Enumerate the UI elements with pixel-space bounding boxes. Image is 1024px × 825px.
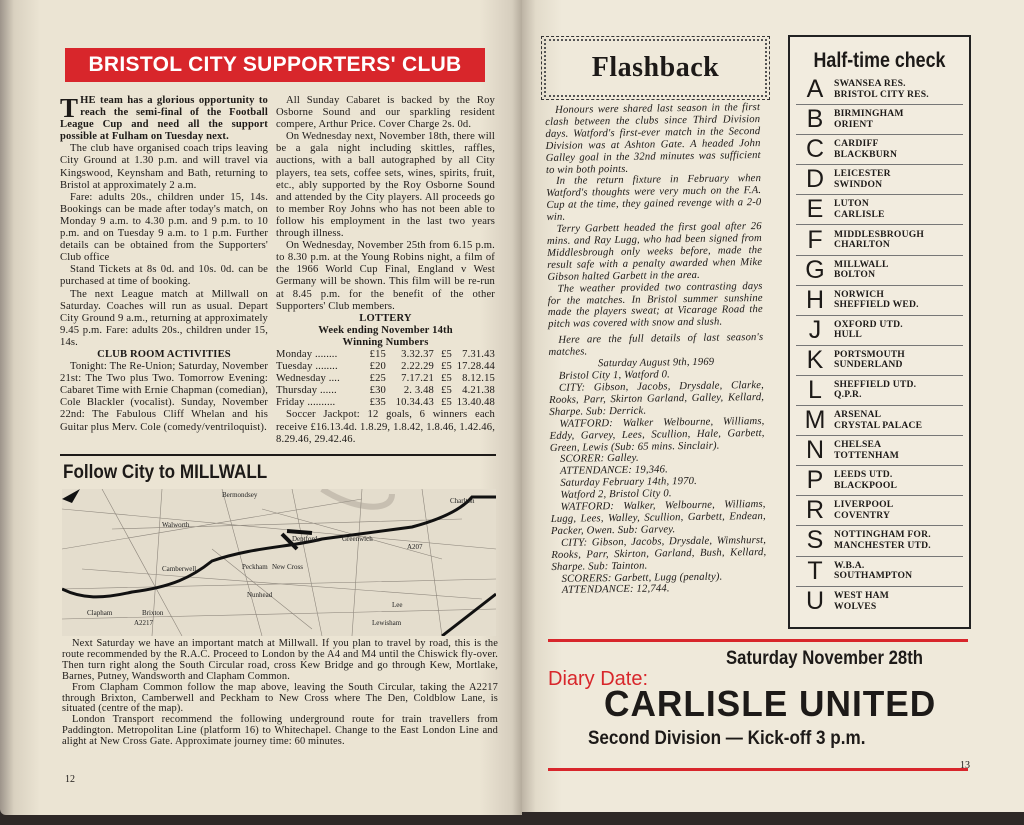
lottery-heading: LOTTERY — [359, 312, 412, 324]
home-team: CARDIFF — [834, 138, 879, 150]
diary-opponent: CARLISLE UNITED — [604, 683, 937, 724]
away-team: SUNDERLAND — [834, 359, 903, 371]
paragraph: Stand Tickets at 8s 0d. and 10s. 0d. can be purchased at time of booking. — [60, 264, 268, 288]
half-time-check — [788, 35, 971, 629]
lottery-cell: Thursday ...... — [276, 385, 337, 397]
fixture — [834, 199, 885, 220]
home-team: PORTSMOUTH — [834, 348, 905, 360]
paragraph: Here are the full details of last season's matches. — [548, 331, 764, 359]
coupon-letter: P — [806, 466, 824, 495]
map-label: Clapham — [87, 609, 113, 617]
lottery-row — [276, 373, 495, 385]
travel-directions — [62, 639, 498, 748]
lottery-cell: £25 — [369, 373, 386, 385]
match-line: CITY: Gibson, Jacobs, Drysdale, Clarke, Rooks, Parr, Skirton Garland, Galley, Kellard, Sharpe. Sub: Derrick. — [549, 379, 765, 418]
home-team: CHELSEA — [834, 439, 882, 451]
lottery-cell: £5 — [441, 373, 452, 385]
home-team: BIRMINGHAM — [834, 108, 904, 120]
lottery-cell: 2. 3.48 — [403, 385, 434, 397]
lottery-cell: Wednesday .... — [276, 373, 340, 385]
coupon-letter: C — [805, 135, 825, 164]
home-team: MIDDLESBROUGH — [834, 228, 925, 240]
half-time-row — [796, 587, 963, 617]
follow-city-title: Follow City to MILLWALL — [63, 462, 268, 483]
supporters-column-2 — [276, 95, 495, 446]
match-line: ATTENDANCE: 12,744. — [561, 582, 670, 597]
paragraph: On Wednesday, November 25th from 6.15 p.m. to 8.30 p.m. at the Young Robins night, a film of the 1966 World Cup Final, England v West Germany will be shown. This film will be re-run at 8.45 p.m. for the benefit of the other Supporters' Club members. — [276, 240, 495, 312]
half-time-title: Half-time check — [813, 49, 946, 72]
paragraph: On Wednesday next, November 18th, there will be a gala night including skittles, raffles, auctions, with a ball autographed by all City players, tea sets, coffee sets, wines, spirits, fruit, etc., ably supported by the Roy Osborne Sound and attended by the City players. All proceeds go to member Roy Johns who has not been able to follow his employment in the last two years through illness. — [276, 131, 495, 240]
fixture — [834, 530, 931, 551]
paragraph: Next Saturday we have an important match at Millwall. If you plan to travel by road, this is the route recommended by the R.A.C. Proceed to London by the A4 and M4 until the Chiswick fly-over. Then turn right along the South Circular road, cross Kew Bridge and go through Kew, Mortlake, Barnes, Putney, Wandsworth and Clapham Common. — [62, 638, 498, 682]
coupon-letter: N — [805, 436, 825, 465]
home-team: LIVERPOOL — [834, 499, 894, 511]
map-label: Bermondsey — [222, 491, 258, 499]
fixture — [834, 410, 922, 431]
lottery-row — [276, 397, 495, 409]
lottery-week: Week ending November 14th — [318, 324, 453, 336]
away-team: CHARLTON — [834, 239, 890, 251]
paragraph: All Sunday Cabaret is backed by the Roy Osborne Sound and our sparkling resident compere, Arthur Price. Cover Charge 2s. 0d. — [276, 95, 495, 131]
home-team: NOTTINGHAM FOR. — [834, 529, 931, 541]
half-time-row — [796, 496, 963, 526]
map-label: A2217 — [134, 619, 154, 627]
fixture — [834, 500, 893, 521]
diary-date-label: Diary Date: — [548, 668, 649, 690]
fixture — [834, 470, 897, 491]
map-label: Walworth — [162, 521, 190, 529]
supporters-column-1 — [60, 95, 268, 434]
lottery-table — [276, 349, 495, 409]
home-team: SWANSEA RES. — [834, 78, 906, 90]
paragraph: The next League match at Millwall on Saturday. Coaches will run as usual. Depart City Ground 9 a.m., returning at approximately 9.45 p.m. Fare: adults 20s., children under 15, 14s. — [60, 288, 268, 348]
match-line: Saturday February 14th, 1970. — [560, 475, 698, 490]
map-label: Lee — [392, 601, 403, 609]
lottery-cell: 10.34.43 — [395, 397, 434, 409]
lottery-cell: £5 — [441, 385, 452, 397]
map-label: New Cross — [272, 563, 303, 571]
map-label: Nunhead — [247, 591, 273, 599]
lottery-cell: 17.28.44 — [456, 361, 495, 373]
home-team: SHEFFIELD UTD. — [834, 378, 917, 390]
fixture — [834, 320, 903, 341]
map-label: Deptford — [292, 535, 318, 543]
map-label: Peckham — [242, 563, 268, 571]
away-team: COVENTRY — [834, 509, 891, 521]
diary-fixture-date: Saturday November 28th — [726, 648, 923, 669]
fixture — [834, 591, 889, 612]
paragraph: Fare: adults 20s., children under 15, 14s. Bookings can be made after today's match, on Monday 9 a.m. to 4.30 p.m. and 9 p.m. to 10 p.m. and on Tuesday 9 a.m. to 1 p.m. Further details can be obtained from the Supporters' Club office — [60, 191, 268, 264]
red-rule — [548, 639, 968, 642]
coupon-letter: A — [806, 75, 824, 104]
away-team: CRYSTAL PALACE — [834, 419, 923, 431]
intro-text: HE team has a glorious opportunity to reach the semi-final of the Football League Cup and need all the support possible at Fulham on Tuesday next. — [60, 95, 268, 143]
away-team: MANCHESTER UTD. — [834, 539, 931, 551]
coupon-letter: G — [805, 255, 825, 284]
lottery-cell: 7.17.21 — [401, 373, 434, 385]
lottery-cell: Monday ........ — [276, 348, 338, 360]
map-label: A207 — [407, 543, 423, 551]
map-label: Brixton — [142, 609, 164, 617]
fixture — [834, 139, 897, 160]
half-time-row — [796, 225, 963, 255]
coupon-letter: M — [804, 406, 826, 435]
fixture — [834, 380, 916, 401]
jackpot-paragraph: Soccer Jackpot: 12 goals, 6 winners each receive £16.13.4d. 1.8.29, 1.8.42, 1.8.46, 1.42.46, 8.29.46, 29.42.46. — [276, 409, 495, 445]
match-date: Saturday August 9th, 1969 — [597, 356, 715, 370]
half-time-row — [796, 557, 963, 587]
half-time-row — [796, 526, 963, 556]
lottery-cell: 13.40.48 — [456, 397, 495, 409]
half-time-row — [796, 286, 963, 316]
match-line: Bristol City 1, Watford 0. — [558, 368, 671, 382]
away-team: BOLTON — [834, 269, 876, 281]
drop-cap: T — [60, 93, 79, 123]
match-line: SCORER: Galley. — [559, 452, 639, 466]
lottery-cell: Tuesday ........ — [276, 361, 338, 373]
away-team: SHEFFIELD WED. — [834, 299, 919, 311]
match-line: SCORERS: Garbett, Lugg (penalty). — [561, 570, 723, 585]
map-label: Camberwell — [162, 565, 197, 573]
paragraph: Honours were shared last season in the first clash between the clubs since Third Division days. Watford's first-ever match in the Second Division was at Ashton Gate. A headed John Galley goal in the 32nd minutes was sufficient to win both points. — [545, 100, 761, 176]
match-line: WATFORD: Walker, Welbourne, Williams, Lugg, Lees, Walley, Scullion, Garbett, Endean, Packer, Owen. Sub: Garvey. — [550, 498, 766, 537]
map-label: Greenwich — [342, 535, 373, 543]
lottery-cell: 4.21.38 — [462, 385, 495, 397]
intro-paragraph — [60, 95, 268, 143]
lottery-row — [276, 385, 495, 397]
lottery-cell: 7.31.43 — [462, 348, 495, 360]
page-number: 13 — [960, 760, 970, 771]
home-team: ARSENAL — [834, 409, 882, 421]
lottery-cell: £5 — [441, 348, 452, 360]
lottery-cell: £5 — [441, 397, 452, 409]
supporters-club-banner: BRISTOL CITY SUPPORTERS' CLUB — [65, 48, 485, 82]
away-team: BLACKBURN — [834, 148, 898, 160]
lottery-cell: £35 — [369, 397, 386, 409]
divider — [60, 454, 496, 456]
home-team: LEEDS UTD. — [834, 469, 893, 481]
match-line: ATTENDANCE: 19,346. — [560, 463, 669, 478]
coupon-letter: R — [805, 496, 825, 525]
half-time-row — [796, 346, 963, 376]
coupon-letter: K — [806, 345, 824, 374]
fixture — [834, 109, 904, 130]
half-time-row — [796, 165, 963, 195]
half-time-row — [796, 376, 963, 406]
map-label: Charlton — [450, 497, 475, 505]
fixture — [834, 169, 891, 190]
lottery-subheading: Winning Numbers — [342, 336, 429, 348]
club-room-heading: CLUB ROOM ACTIVITIES — [97, 348, 231, 360]
coupon-letter: U — [805, 587, 825, 616]
lottery-cell: Friday .......... — [276, 397, 336, 409]
away-team: HULL — [834, 329, 862, 341]
coupon-letter: F — [807, 225, 823, 254]
paragraph: The club have organised coach trips leaving City Ground at 1.30 p.m. and will travel via Kingswood, Keynsham and Bath, returning to Bristol at approximately 2 a.m. — [60, 143, 268, 191]
half-time-row — [796, 466, 963, 496]
fixture — [834, 440, 899, 461]
lottery-cell: £30 — [369, 385, 386, 397]
paragraph: In the return fixture in February when Watford's thoughts were very much on the F.A. Cup at the time, they gained revenge with a 2-0 win. — [546, 172, 762, 224]
away-team: BRISTOL CITY RES. — [834, 88, 929, 100]
lottery-cell: 3.32.37 — [401, 348, 434, 360]
diary-detail: Second Division — Kick-off 3 p.m. — [588, 728, 866, 749]
coupon-letter: E — [806, 195, 824, 224]
home-team: WEST HAM — [834, 590, 889, 602]
red-rule — [548, 768, 968, 771]
coupon-letter: D — [805, 165, 825, 194]
coupon-letter: B — [806, 105, 824, 134]
fixture — [834, 79, 929, 100]
home-team: W.B.A. — [834, 559, 865, 571]
fixture — [834, 290, 919, 311]
lottery-cell: 8.12.15 — [462, 373, 495, 385]
away-team: CARLISLE — [834, 208, 885, 220]
lottery-cell: £5 — [441, 361, 452, 373]
lottery-cell: £20 — [369, 361, 386, 373]
fixture — [834, 350, 905, 371]
lottery-cell: 2.22.29 — [401, 361, 434, 373]
lottery-row — [276, 349, 495, 361]
coupon-letter: H — [805, 285, 825, 314]
flashback-text — [545, 102, 767, 597]
home-team: OXFORD UTD. — [834, 318, 903, 330]
fixture — [834, 230, 924, 251]
lottery-cell: £15 — [369, 348, 386, 360]
half-time-row — [796, 105, 963, 135]
half-time-row — [796, 135, 963, 165]
fixture — [834, 561, 912, 582]
home-team: LEICESTER — [834, 168, 891, 180]
lottery-row — [276, 361, 495, 373]
away-team: BLACKPOOL — [834, 479, 898, 491]
fixture — [834, 260, 889, 281]
map-label: Lewisham — [372, 619, 402, 627]
paragraph: From Clapham Common follow the map above, leaving the South Circular, taking the A2217 through Brixton, Camberwell and Peckham to New Cross where The Den, Coldblow Lane, is situated (centre of the map). — [62, 681, 498, 715]
away-team: ORIENT — [834, 118, 874, 130]
home-team: LUTON — [834, 198, 869, 210]
match-line: Watford 2, Bristol City 0. — [560, 487, 672, 502]
coupon-letter: T — [807, 556, 823, 585]
coupon-letter: J — [808, 315, 822, 344]
match-line: CITY: Gibson, Jacobs, Drysdale, Wimshurst, Rooks, Parr, Skirton, Garland, Bush, Kellard, Sharpe. Sub: Tainton. — [551, 533, 767, 573]
away-team: Q.P.R. — [834, 389, 862, 401]
away-team: SOUTHAMPTON — [834, 570, 913, 582]
half-time-row — [796, 436, 963, 466]
paragraph: Tonight: The Re-Union; Saturday, November 21st: The Two plus Two. Tomorrow Evening: Cabaret Time with Ernie Chapman (comedian), Cole Blackler (vocalist). Sunday, November 22nd: The Fabulous Cliff Whelan and his Guitar plus Merv. Cole (comedy/ventriloquist). — [60, 361, 268, 433]
match-line: WATFORD: Walker Welbourne, Williams, Eddy, Garvey, Lees, Scullion, Hale, Garbett, Green, Lewis (Sub: 65 mins. Sinclair). — [549, 414, 765, 454]
match-details — [549, 368, 767, 597]
page-number: 12 — [65, 774, 75, 785]
away-team: TOTTENHAM — [834, 449, 900, 461]
paragraph: London Transport recommend the following underground route for train travellers from Paddington. Metropolitan Line (platform 16) to Whitechapel. Change to the East London Line and alight at New Cross Gate. Approximate journey time: 60 minutes. — [62, 714, 498, 748]
flashback-title: Flashback — [541, 36, 770, 100]
half-time-row — [796, 406, 963, 436]
coupon-letter: S — [806, 526, 824, 555]
paragraph: Terry Garbett headed the first goal after 26 mins. and Ray Lugg, who had been signed from Middlesbrough only weeks before, made the result safe with a penalty awarded when Mike Gibson halted Garbett in the area. — [546, 220, 763, 283]
home-team: NORWICH — [834, 288, 885, 300]
home-team: MILLWALL — [834, 258, 889, 270]
half-time-row — [796, 316, 963, 346]
away-team: WOLVES — [834, 600, 877, 612]
half-time-row — [796, 75, 963, 105]
away-team: SWINDON — [834, 178, 883, 190]
half-time-row — [796, 195, 963, 225]
half-time-row — [796, 256, 963, 286]
route-map — [62, 489, 496, 636]
paragraph: The weather provided two contrasting days for the matches. In Bristol summer sunshine made the players sweat; at Vicarage Road the pitch was covered with snow and slush. — [547, 279, 763, 331]
coupon-letter: L — [808, 375, 822, 404]
